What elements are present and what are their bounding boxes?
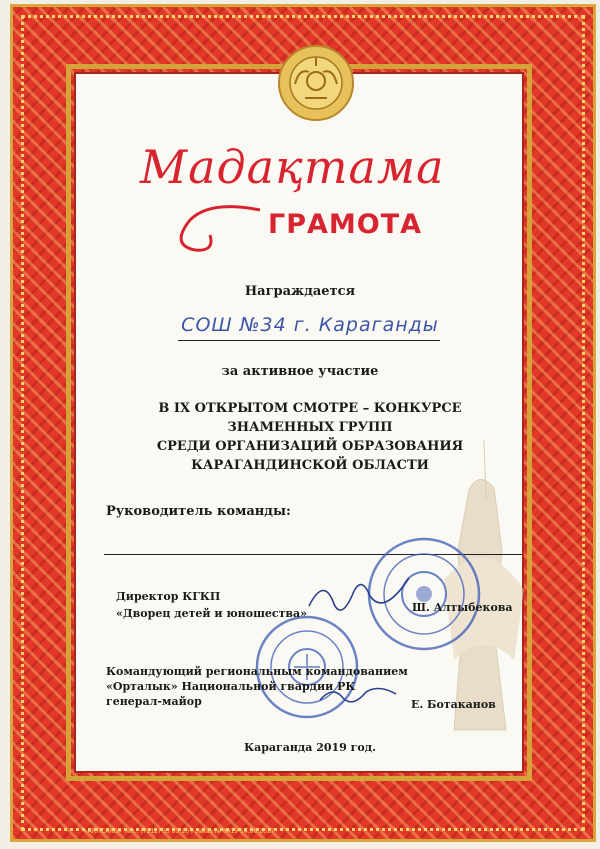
director-position — [116, 588, 307, 622]
recipient-underline — [178, 340, 440, 341]
title-gramota: ГРАМОТА — [268, 209, 423, 240]
commander-name: Е. Ботаканов — [411, 698, 496, 711]
contest-line: В IX ОТКРЫТОМ СМОТРЕ – КОНКУРСЕ — [158, 401, 462, 416]
commander-position-line: Командующий региональным командованием — [106, 665, 408, 678]
title-swirl-ornament — [150, 190, 270, 260]
commander-position-line: генерал-майор — [106, 695, 202, 708]
state-emblem-icon — [277, 44, 355, 122]
contest-line: КАРАГАНДИНСКОЙ ОБЛАСТИ — [191, 458, 429, 473]
team-leader-label: Руководитель команды: — [106, 504, 291, 519]
contest-line: ЗНАМЕННЫХ ГРУПП — [227, 420, 393, 435]
title-madaktama: Мадақтама — [140, 140, 445, 194]
director-name: Ш. Алтыбекова — [412, 601, 513, 614]
awarded-label: Награждается — [244, 284, 356, 299]
commander-position-line: «Орталык» Национальной гвардии РК — [106, 680, 356, 693]
for-active-participation: за активное участие — [221, 364, 379, 379]
director-position-line: «Дворец детей и юношества» — [116, 607, 308, 620]
recipient-handwritten: СОШ №34 г. Караганды — [181, 314, 439, 336]
contest-description — [0, 399, 600, 475]
director-signature — [304, 566, 414, 626]
director-position-line: Директор КГКП — [116, 590, 221, 603]
place-and-year: Караганда 2019 год. — [244, 741, 376, 754]
printer-imprint: «ARTICARD» тел.: (7212) 33 63 10 | Заказ № 8419 14.06.2017 — [84, 828, 275, 835]
commander-position — [106, 664, 408, 709]
contest-line: СРЕДИ ОРГАНИЗАЦИЙ ОБРАЗОВАНИЯ — [156, 439, 464, 454]
